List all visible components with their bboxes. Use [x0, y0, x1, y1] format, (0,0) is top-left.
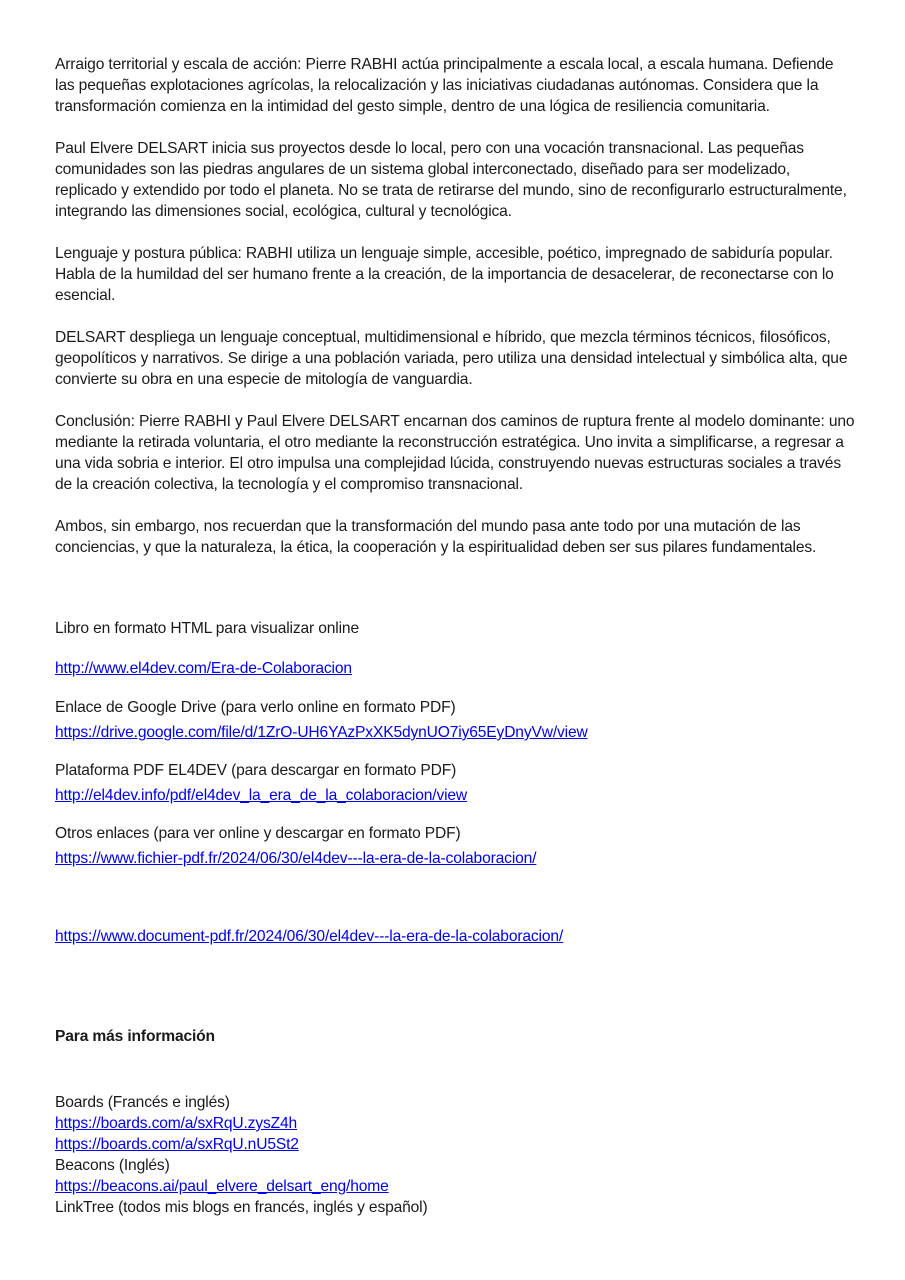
other-links-label: Otros enlaces (para ver online y descargar en formato PDF)	[55, 825, 461, 842]
fichier-pdf-link[interactable]: https://www.fichier-pdf.fr/2024/06/30/el4dev---la-era-de-la-colaboracion/	[55, 850, 537, 867]
beacons-label: Beacons (Inglés)	[55, 1157, 170, 1174]
document-body	[55, 54, 855, 579]
beacons-link[interactable]: https://beacons.ai/paul_elvere_delsart_eng/home	[55, 1178, 389, 1195]
platform-label: Plataforma PDF EL4DEV (para descargar en formato PDF)	[55, 762, 457, 779]
drive-label: Enlace de Google Drive (para verlo online en formato PDF)	[55, 699, 456, 716]
document-pdf-link[interactable]: https://www.document-pdf.fr/2024/06/30/el4dev---la-era-de-la-colaboracion/	[55, 928, 564, 945]
linktree-label: LinkTree (todos mis blogs en francés, inglés y español)	[55, 1199, 428, 1216]
paragraph-arraigo: Arraigo territorial y escala de acción: Pierre RABHI actúa principalmente a escala local, a escala humana. Defiende las pequeñas explotaciones agrícolas, la relocalización y las iniciativas ciudadanas autónomas. Considera que la transformación comienza en la intimidad del gesto simple, dentro de una lógica de resiliencia comunitaria.	[55, 56, 834, 115]
html-book-label: Libro en formato HTML para visualizar online	[55, 620, 359, 637]
paragraph-delsart-local: Paul Elvere DELSART inicia sus proyectos desde lo local, pero con una vocación transnacional. Las pequeñas comunidades son las piedras angulares de un sistema global interconectado, diseñado para ser modelizado, replicado y extendido por todo el planeta. No se trata de retirarse del mundo, sino de reconfigurarlo estructuralmente, integrando las dimensiones social, ecológica, cultural y tecnológica.	[55, 140, 847, 220]
boards-link-2[interactable]: https://boards.com/a/sxRqU.nU5St2	[55, 1136, 299, 1153]
paragraph-ambos: Ambos, sin embargo, nos recuerdan que la transformación del mundo pasa ante todo por una mutación de las conciencias, y que la naturaleza, la ética, la cooperación y la espiritualidad deben ser sus pilares fundamentales.	[55, 518, 817, 556]
platform-link[interactable]: http://el4dev.info/pdf/el4dev_la_era_de_la_colaboracion/view	[55, 787, 468, 804]
paragraph-lenguaje: Lenguaje y postura pública: RABHI utiliza un lenguaje simple, accesible, poético, impregnado de sabiduría popular. Habla de la humildad del ser humano frente a la creación, de la importancia de desacelerar, de reconectarse con lo esencial.	[55, 245, 834, 304]
boards-link-1[interactable]: https://boards.com/a/sxRqU.zysZ4h	[55, 1115, 298, 1132]
paragraph-conclusion: Conclusión: Pierre RABHI y Paul Elvere DELSART encarnan dos caminos de ruptura frente al modelo dominante: uno mediante la retirada voluntaria, el otro mediante la reconstrucción estratégica. Uno invita a simplificarse, a regresar a una vida sobria e interior. El otro impulsa una complejidad lúcida, construyendo nuevas estructuras sociales a través de la creación colectiva, la tecnología y el compromiso transnacional.	[55, 413, 855, 493]
paragraph-delsart-lenguaje: DELSART despliega un lenguaje conceptual, multidimensional e híbrido, que mezcla términos técnicos, filosóficos, geopolíticos y narrativos. Se dirige a una población variada, pero utiliza una densidad intelectual y simbólica alta, que convierte su obra en una especie de mitología de vanguardia.	[55, 329, 848, 388]
html-book-link[interactable]: http://www.el4dev.com/Era-de-Colaboracion	[55, 660, 352, 677]
more-info-heading: Para más información	[55, 1028, 215, 1045]
boards-label: Boards (Francés e inglés)	[55, 1094, 230, 1111]
drive-link[interactable]: https://drive.google.com/file/d/1ZrO-UH6YAzPxXK5dynUO7iy65EyDnyVw/view	[55, 724, 588, 741]
